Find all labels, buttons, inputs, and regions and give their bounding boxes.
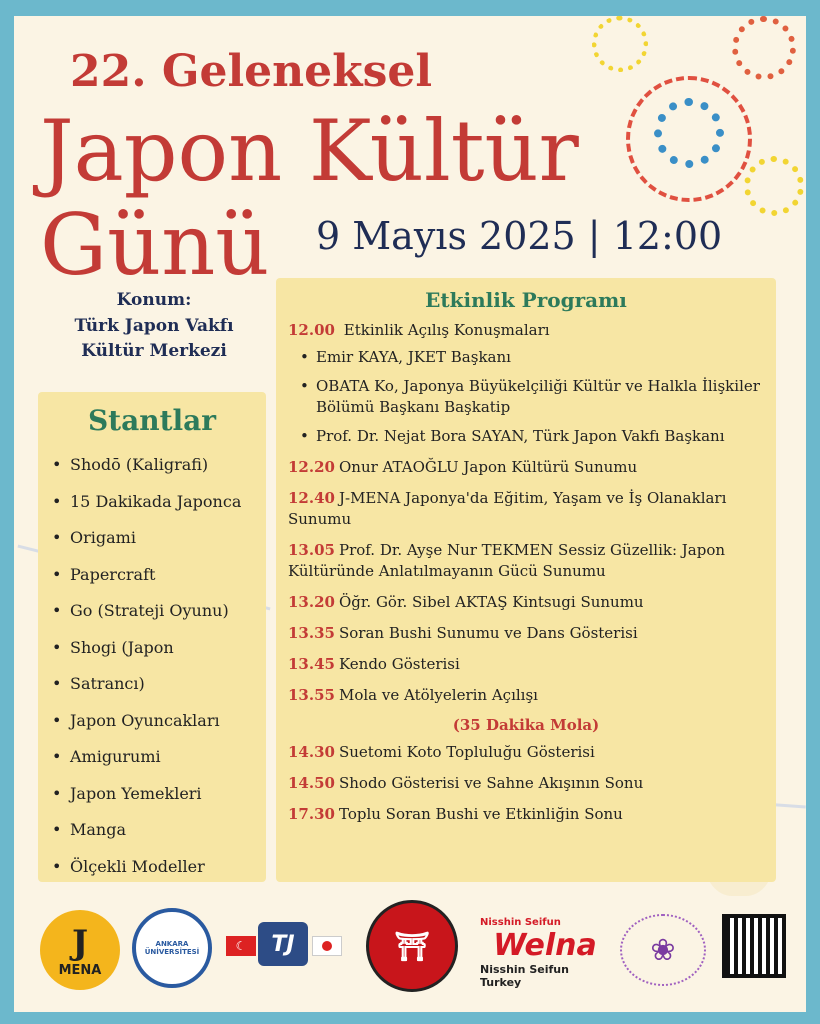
stand-item: • Japon Yemekleri bbox=[52, 776, 252, 813]
program-row bbox=[288, 742, 764, 763]
program-row bbox=[288, 804, 764, 825]
location-label: Konum: bbox=[116, 290, 192, 310]
kimono-group-logo: ❀ bbox=[620, 914, 706, 986]
welna-label: Welna bbox=[493, 928, 597, 963]
welna-logo bbox=[480, 918, 610, 988]
program-row bbox=[288, 488, 764, 530]
program-row bbox=[288, 685, 764, 706]
title-line2: Japon Kültür bbox=[40, 102, 579, 200]
program-text: Toplu Soran Bushi ve Etkinliğin Sonu bbox=[338, 805, 623, 823]
title-line1: 22. Geleneksel bbox=[70, 46, 433, 97]
jmena-label: MENA bbox=[58, 962, 102, 978]
sponsor-logos bbox=[14, 896, 806, 1012]
program-text: Öğr. Gör. Sibel AKTAŞ Kintsugi Sunumu bbox=[338, 593, 644, 611]
program-time: 12.40 bbox=[288, 489, 335, 507]
break-note: (35 Dakika Mola) bbox=[452, 716, 600, 734]
event-date: 9 Mayıs 2025 | 12:00 bbox=[316, 214, 723, 258]
qr-code bbox=[722, 914, 786, 978]
program-row bbox=[288, 457, 764, 478]
program-time: 14.50 bbox=[288, 774, 335, 792]
firework-icon bbox=[732, 16, 796, 80]
firework-icon bbox=[626, 76, 752, 202]
program-text: Mola ve Atölyelerin Açılışı bbox=[338, 686, 538, 704]
program-text: Onur ATAOĞLU Japon Kültürü Sunumu bbox=[338, 458, 638, 476]
program-time: 14.30 bbox=[288, 743, 335, 761]
event-poster bbox=[14, 16, 806, 1012]
japan-flag-icon bbox=[312, 936, 342, 956]
program-title: Etkinlik Programı bbox=[425, 288, 627, 312]
program-row bbox=[288, 654, 764, 675]
speaker-item: • OBATA Ko, Japonya Büyükelçiliği Kültür ve Halkla İlişkiler Bölümü Başkanı Başkatip bbox=[288, 376, 764, 418]
program-time: 13.05 bbox=[288, 541, 335, 559]
program-time: 13.55 bbox=[288, 686, 335, 704]
speaker-item: • Emir KAYA, JKET Başkanı bbox=[288, 347, 764, 368]
stand-item: • Shodō (Kaligrafi) bbox=[52, 447, 252, 484]
stand-item: • Manga bbox=[52, 812, 252, 849]
program-text: Soran Bushi Sunumu ve Dans Gösterisi bbox=[338, 624, 638, 642]
program-row bbox=[288, 773, 764, 794]
program-time: 13.20 bbox=[288, 593, 335, 611]
stand-item: • Go (Strateji Oyunu) bbox=[52, 593, 252, 630]
foundation-emblem-logo: ⛩ bbox=[366, 900, 458, 992]
tj-logo bbox=[258, 922, 308, 966]
stand-item: • 15 Dakikada Japonca bbox=[52, 484, 252, 521]
program-text: Suetomi Koto Topluluğu Gösterisi bbox=[338, 743, 595, 761]
program-time: 12.20 bbox=[288, 458, 335, 476]
location-line2: Kültür Merkezi bbox=[81, 341, 227, 361]
stand-item: • Papercraft bbox=[52, 557, 252, 594]
program-row bbox=[288, 540, 764, 582]
program-row bbox=[288, 592, 764, 613]
stands-panel bbox=[38, 392, 266, 882]
stand-item: • Origami bbox=[52, 520, 252, 557]
program-text: Shodo Gösterisi ve Sahne Akışının Sonu bbox=[338, 774, 644, 792]
location bbox=[54, 288, 254, 365]
title-line3: Günü bbox=[40, 196, 270, 294]
turkey-flag-icon: ☾ bbox=[226, 936, 256, 956]
firework-icon bbox=[744, 156, 804, 216]
jmena-logo: J MENA bbox=[40, 910, 120, 990]
program-time: 13.45 bbox=[288, 655, 335, 673]
program-text: Etkinlik Açılış Konuşmaları bbox=[343, 321, 550, 339]
program-time: 17.30 bbox=[288, 805, 335, 823]
stands-title: Stantlar bbox=[87, 404, 217, 437]
program-row bbox=[288, 623, 764, 644]
nisshin-turkey-label: Nisshin Seifun Turkey bbox=[480, 963, 569, 989]
tj-label: TJ bbox=[271, 931, 295, 957]
program-time: 13.35 bbox=[288, 624, 335, 642]
program-panel bbox=[276, 278, 776, 882]
ankara-university-logo bbox=[132, 908, 212, 988]
nisshin-small-label: Nisshin Seifun bbox=[480, 917, 561, 928]
location-line1: Türk Japon Vakfı bbox=[74, 315, 234, 336]
speaker-item: • Prof. Dr. Nejat Bora SAYAN, Türk Japon Vakfı Başkanı bbox=[288, 426, 764, 447]
program-text: Prof. Dr. Ayşe Nur TEKMEN Sessiz Güzellik: Japon Kültüründe Anlatılmayanın Gücü Sunumu bbox=[288, 541, 726, 580]
firework-icon bbox=[592, 16, 648, 72]
stand-item: • Amigurumi bbox=[52, 739, 252, 776]
stand-item: • Shogi (Japon bbox=[52, 630, 252, 667]
stand-item: • Ölçekli Modeller bbox=[52, 849, 252, 886]
program-text: Kendo Gösterisi bbox=[338, 655, 460, 673]
program-text: J-MENA Japonya'da Eğitim, Yaşam ve İş Olanakları Sunumu bbox=[288, 489, 727, 528]
ankara-label: ANKARA ÜNİVERSİTESİ bbox=[144, 940, 200, 956]
program-row bbox=[288, 320, 764, 341]
program-time: 12.00 bbox=[288, 321, 335, 339]
stand-item-continued: • Satrancı) bbox=[52, 666, 252, 703]
stand-item: • Japon Oyuncakları bbox=[52, 703, 252, 740]
